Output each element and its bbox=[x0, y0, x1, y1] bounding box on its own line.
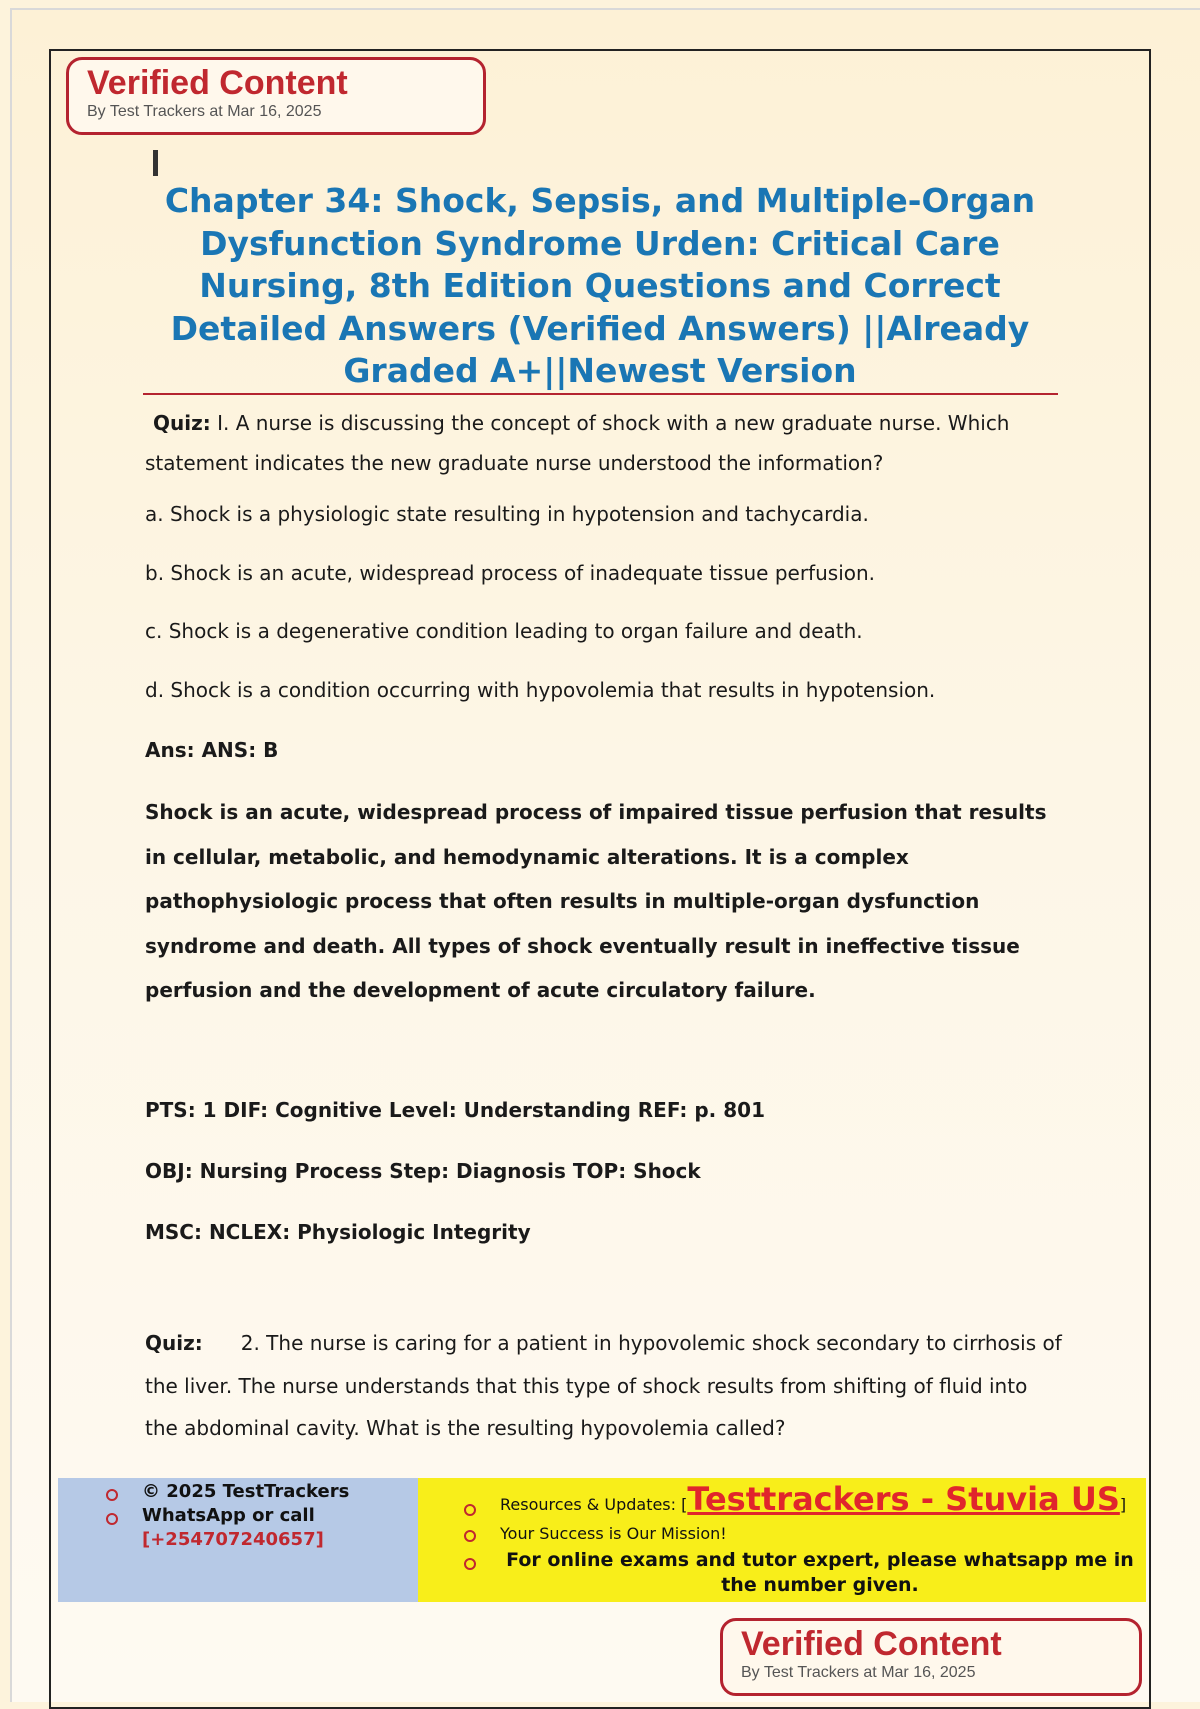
resources-label: Resources & Updates: [ bbox=[500, 1495, 688, 1514]
question-text: I. A nurse is discussing the concept of shock with a new graduate nurse. Which statement indicates the new graduate nurse understood the information? bbox=[145, 411, 1010, 475]
meta-line-1: PTS: 1 DIF: Cognitive Level: Understanding REF: p. 801 bbox=[145, 1098, 765, 1122]
bullet-icon bbox=[464, 1558, 476, 1570]
question-2-stem bbox=[145, 1322, 1065, 1450]
footer-mission: Your Success is Our Mission! bbox=[500, 1524, 727, 1543]
footer-whatsapp-label: WhatsApp or call bbox=[142, 1505, 315, 1526]
text-cursor bbox=[153, 150, 158, 176]
bullet-icon bbox=[464, 1504, 476, 1516]
stamp-title: Verified Content bbox=[741, 1625, 1002, 1663]
meta-line-3: MSC: NCLEX: Physiologic Integrity bbox=[145, 1220, 531, 1244]
title-divider bbox=[143, 393, 1058, 395]
footer-contact-panel bbox=[58, 1478, 418, 1602]
stamp-subtitle: By Test Trackers at Mar 16, 2025 bbox=[741, 1664, 976, 1681]
answer-line: Ans: ANS: B bbox=[145, 738, 279, 762]
footer-resources bbox=[500, 1480, 1126, 1524]
quiz-label: Quiz: bbox=[153, 411, 211, 435]
footer-resources-panel bbox=[418, 1478, 1146, 1602]
verified-stamp-top bbox=[66, 57, 486, 135]
bullet-icon bbox=[106, 1489, 118, 1501]
answer-explanation: Shock is an acute, widespread process of impaired tissue perfusion that results in cellular, metabolic, and hemodynamic alterations. It is a complex pathophysiologic process that often results in multiple-organ dysfunction syndrome and death. All types of shock eventually result in ineffective tissue perfusion and the development of acute circulatory failure. bbox=[145, 800, 1047, 1002]
resources-close: ] bbox=[1119, 1495, 1127, 1514]
bullet-icon bbox=[464, 1530, 476, 1542]
bullet-icon bbox=[106, 1513, 118, 1525]
meta-line-2: OBJ: Nursing Process Step: Diagnosis TOP: Shock bbox=[145, 1159, 701, 1183]
stuvia-link[interactable]: Testtrackers - Stuvia US bbox=[687, 1480, 1120, 1518]
question-1-stem bbox=[145, 403, 1065, 483]
option-a: a. Shock is a physiologic state resulting in hypotension and tachycardia. bbox=[145, 502, 869, 526]
question-text: 2. The nurse is caring for a patient in hypovolemic shock secondary to cirrhosis of the liver. The nurse understands that this type of shock results from shifting of fluid into the abdominal cavity. What is the resulting hypovolemia called? bbox=[145, 1331, 1062, 1440]
footer-online-exams: For online exams and tutor expert, please whatsapp me in the number given. bbox=[506, 1549, 1134, 1596]
option-b: b. Shock is an acute, widespread process of inadequate tissue perfusion. bbox=[145, 561, 876, 585]
stamp-title: Verified Content bbox=[87, 64, 348, 102]
document-title: Chapter 34: Shock, Sepsis, and Multiple-Organ Dysfunction Syndrome Urden: Critical Care Nursing, 8th Edition Questions and Correct Detailed Answers (Verified Answers) ||Already Graded A+||Newest Version bbox=[164, 181, 1036, 390]
footer-banner bbox=[58, 1478, 1146, 1602]
quiz-label: Quiz: bbox=[145, 1331, 203, 1355]
stamp-subtitle: By Test Trackers at Mar 16, 2025 bbox=[87, 103, 322, 120]
footer-copyright: © 2025 TestTrackers bbox=[142, 1481, 350, 1502]
option-c: c. Shock is a degenerative condition leading to organ failure and death. bbox=[145, 619, 863, 643]
verified-stamp-bottom bbox=[720, 1618, 1142, 1696]
footer-phone: [+254707240657] bbox=[142, 1529, 324, 1550]
option-d: d. Shock is a condition occurring with hypovolemia that results in hypotension. bbox=[145, 678, 936, 702]
